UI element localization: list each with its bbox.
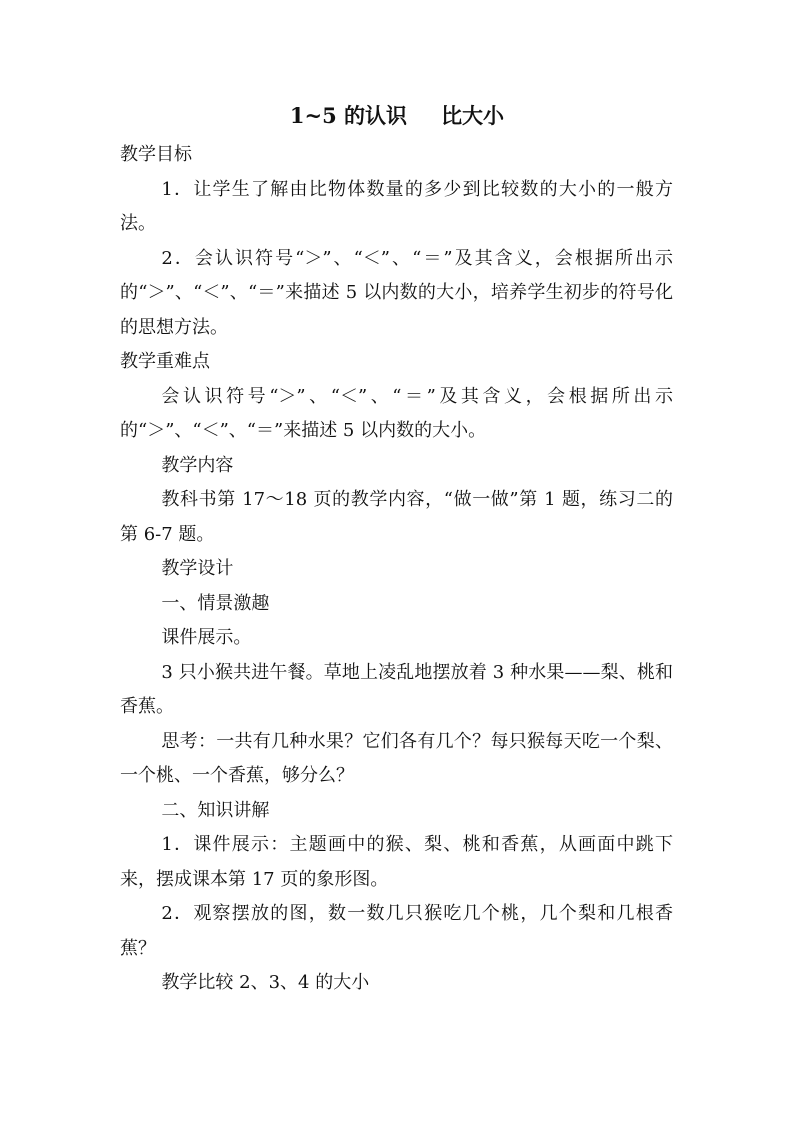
title-left: 1~5 的认识 <box>289 103 408 128</box>
paragraph-show: 课件展示。 <box>161 627 252 648</box>
document-body <box>120 138 673 1001</box>
part-1-heading: 一、情景激趣 <box>161 592 270 614</box>
goal-item-1: 1．让学生了解由比物体数量的多少到比较数的大小的一般方法。 <box>120 178 673 234</box>
document-title <box>0 100 794 130</box>
goal-item-2: 2．会认识符号“＞”、“＜”、“＝”及其含义，会根据所出示的“＞”、“＜”、“＝”来描述 5 以内数的大小，培养学生初步的符号化的思想方法。 <box>120 247 673 338</box>
knowledge-item-2: 2．观察摆放的图，数一数几只猴吃几个桃，几个梨和几根香蕉？ <box>120 903 673 959</box>
content-text: 教科书第 17～18 页的教学内容，“做一做”第 1 题，练习二的第 6-7 题。 <box>120 489 673 545</box>
key-points-heading: 教学重难点 <box>120 351 210 372</box>
content-heading: 教学内容 <box>161 454 234 476</box>
key-points-text: 会认识符号“＞”、“＜”、“＝”及其含义，会根据所出示的“＞”、“＜”、“＝”来描述 5 以内数的大小。 <box>120 385 673 441</box>
paragraph-monkeys: 3 只小猴共进午餐。草地上凌乱地摆放着 3 种水果——梨、桃和香蕉。 <box>120 661 673 717</box>
title-right: 比大小 <box>441 103 505 128</box>
paragraph-think: 思考：一共有几种水果？它们各有几个？每只猴每天吃一个梨、一个桃、一个香蕉，够分么？ <box>120 730 673 786</box>
design-heading: 教学设计 <box>161 558 234 579</box>
knowledge-item-1: 1．课件展示：主题画中的猴、梨、桃和香蕉，从画面中跳下来，摆成课本第 17 页的象形图。 <box>120 834 673 890</box>
part-2-heading: 二、知识讲解 <box>161 799 270 821</box>
knowledge-item-3: 教学比较 2、3、4 的大小 <box>161 972 370 993</box>
goal-heading: 教学目标 <box>120 144 192 165</box>
